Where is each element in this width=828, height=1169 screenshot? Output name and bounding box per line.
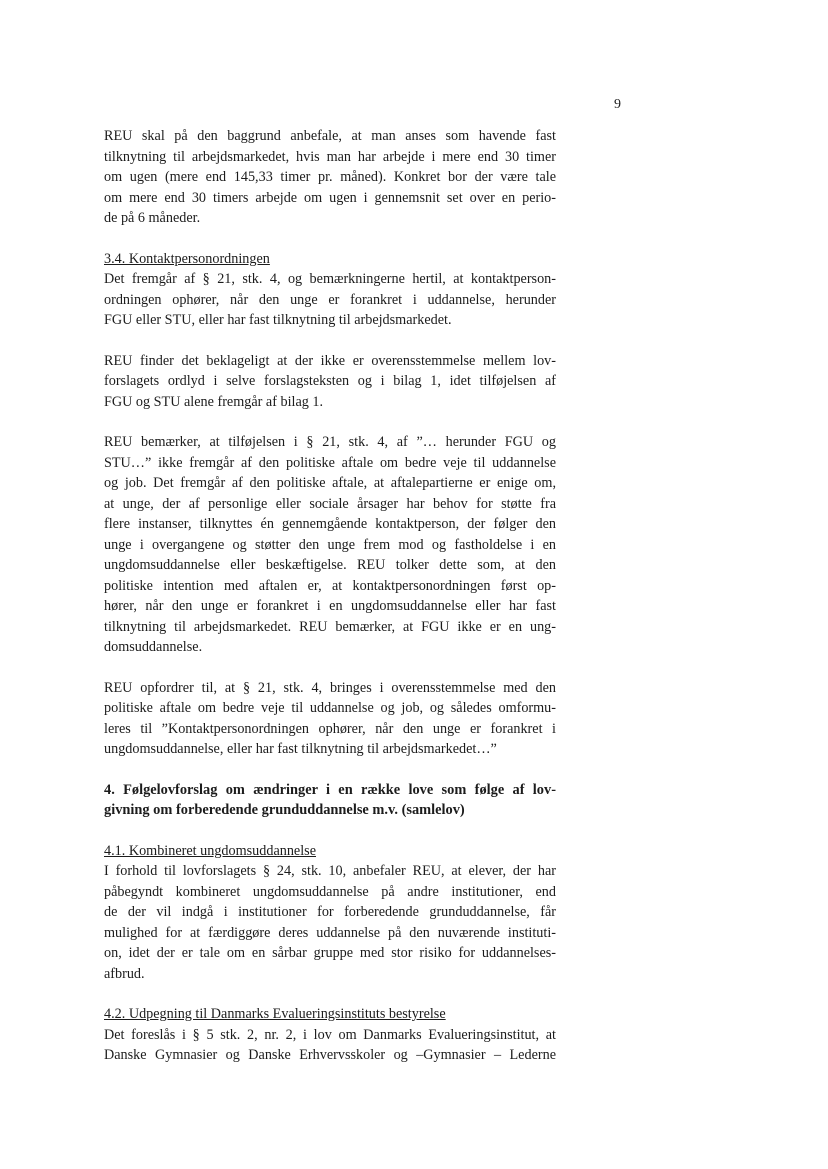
text-line: tilknytning til arbejdsmarkedet, hvis man har arbejde i mere end 30 timer xyxy=(104,148,556,165)
section-4-1 xyxy=(104,841,556,985)
text-line: FGU eller STU, eller har fast tilknytning til arbejdsmarkedet. xyxy=(104,312,452,328)
page-number: 9 xyxy=(614,97,621,112)
text-line: leres til ”Kontaktpersonordningen ophører, når den unge er forankret i xyxy=(104,720,556,737)
text-line: I forhold til lovforslagets § 24, stk. 10, anbefaler REU, at elever, der har xyxy=(104,863,556,879)
text-line: ungdomsuddannelse eller beskæftigelse. REU tolker dette som, at den xyxy=(104,557,556,573)
text-line: flere instanser, tilknyttes én gennemgående kontaktperson, der følger den xyxy=(104,516,556,532)
bold-heading-line: 4. Følgelovforslag om ændringer i en række love som følge af lov- xyxy=(104,781,556,798)
section-heading: 3.4. Kontaktpersonordningen xyxy=(104,250,270,267)
text-line: REU skal på den baggrund anbefale, at man anses som havende fast xyxy=(104,128,556,144)
section-3-4 xyxy=(104,249,556,331)
paragraph-reu-fast-tilknytning xyxy=(104,126,556,229)
text-line: at unge, der af personlige eller sociale årsager har behov for støtte fra xyxy=(104,495,556,512)
text-line: påbegyndt kombineret ungdomsuddannelse på andre institutioner, end xyxy=(104,883,556,900)
section-heading: 4.1. Kombineret ungdomsuddannelse xyxy=(104,842,316,859)
text-line: REU finder det beklageligt at der ikke er overensstemmelse mellem lov- xyxy=(104,352,556,369)
text-line: unge i overgangene og støtter den unge frem mod og fastholdelse i en xyxy=(104,536,556,553)
text-line: om ugen (mere end 145,33 timer pr. måned). Konkret bor der være tale xyxy=(104,169,556,185)
text-line: forslagets ordlyd i selve forslagsteksten og i bilag 1, idet tilføjelsen af xyxy=(104,373,556,389)
paragraph-reu-bemaerker xyxy=(104,432,556,658)
text-line: hører, når den unge er forankret i en ungdomsuddannelse eller har fast xyxy=(104,598,556,614)
text-line: ordningen ophører, når den unge er forankret i uddannelse, herunder xyxy=(104,291,556,308)
text-line: Danske Gymnasier og Danske Erhvervsskoler og –Gymnasier – Lederne xyxy=(104,1047,556,1063)
text-line: FGU og STU alene fremgår af bilag 1. xyxy=(104,393,324,410)
text-line: de der vil indgå i institutioner for forberedende grunduddannelse, får xyxy=(104,904,556,920)
text-line: domsuddannelse. xyxy=(104,639,203,655)
document-body xyxy=(104,126,556,1066)
text-line: REU opfordrer til, at § 21, stk. 4, bringes i overensstemmelse med den xyxy=(104,679,556,696)
section-4-2 xyxy=(104,1004,556,1066)
text-line: on, idet der er tale om en sårbar gruppe med stor risiko for uddannelses- xyxy=(104,945,556,961)
text-line: Det foreslås i § 5 stk. 2, nr. 2, i lov om Danmarks Evalueringsinstitut, at xyxy=(104,1026,556,1043)
text-line: om mere end 30 timers arbejde om ugen i gennemsnit set over en perio- xyxy=(104,189,556,206)
text-line: REU bemærker, at tilføjelsen i § 21, stk. 4, af ”… herunder FGU og xyxy=(104,434,556,450)
bold-heading-line: givning om forberedende grunduddannelse m.v. (samlelov) xyxy=(104,802,465,818)
paragraph-reu-finder xyxy=(104,351,556,413)
text-line: de på 6 måneder. xyxy=(104,210,201,226)
text-line: mulighed for at færdiggøre deres uddannelse på den nuværende instituti- xyxy=(104,924,556,941)
section-heading: 4.2. Udpegning til Danmarks Evalueringsinstituts bestyrelse xyxy=(104,1006,446,1022)
text-line: afbrud. xyxy=(104,965,145,982)
text-line: politiske intention med aftalen er, at kontaktpersonordningen først op- xyxy=(104,577,556,594)
text-line: tilknytning til arbejdsmarkedet. REU bemærker, at FGU ikke er en ung- xyxy=(104,618,556,635)
paragraph-reu-opfordrer xyxy=(104,678,556,760)
text-line: STU…” ikke fremgår af den politiske aftale om bedre veje til uddannelse xyxy=(104,454,556,471)
text-line: Det fremgår af § 21, stk. 4, og bemærkningerne hertil, at kontaktperson- xyxy=(104,271,556,287)
text-line: og job. Det fremgår af den politiske aftale, at aftalepartierne er enige om, xyxy=(104,475,556,491)
text-line: politiske aftale om bedre veje til uddannelse og job, og således omformu- xyxy=(104,700,556,716)
section-4-heading xyxy=(104,780,556,821)
text-line: ungdomsuddannelse, eller har fast tilknytning til arbejdsmarkedet…” xyxy=(104,741,497,757)
